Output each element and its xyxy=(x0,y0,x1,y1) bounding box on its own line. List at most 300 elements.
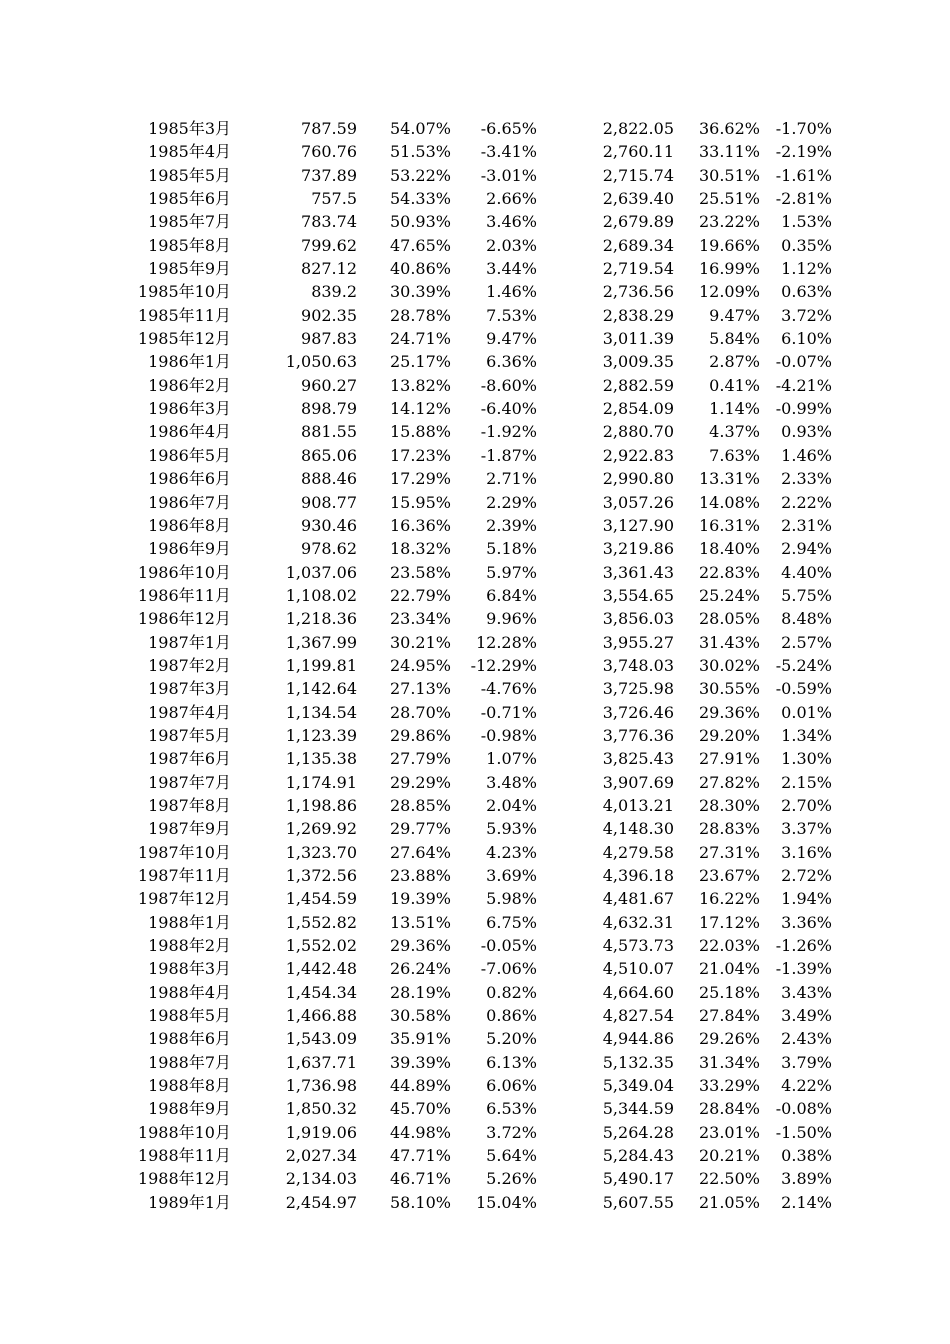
yoy-cell: 44.98% xyxy=(389,1122,451,1142)
yoy-cell: 35.91% xyxy=(389,1029,451,1049)
value2-cell: 4,148.30 xyxy=(602,819,674,839)
value2-cell: 4,510.07 xyxy=(602,959,674,979)
value-cell: 1,142.64 xyxy=(285,679,357,699)
yoy-cell: 29.86% xyxy=(389,725,451,745)
mom2-cell: 8.48% xyxy=(781,609,832,629)
value-cell: 1,269.92 xyxy=(285,819,357,839)
value2-cell: 3,009.35 xyxy=(602,352,674,372)
mom2-cell: -1.39% xyxy=(775,959,832,979)
yoy-cell: 30.58% xyxy=(389,1006,451,1026)
mom-cell: 5.97% xyxy=(486,562,537,582)
mom-cell: -4.76% xyxy=(480,679,537,699)
month-cell: 1985年10月 xyxy=(137,282,231,302)
month-cell: 1987年8月 xyxy=(148,795,231,815)
mom2-cell: -4.21% xyxy=(775,375,832,395)
mom2-cell: 2.14% xyxy=(781,1192,832,1212)
table-row xyxy=(0,1167,950,1190)
value2-cell: 5,264.28 xyxy=(602,1122,674,1142)
month-cell: 1987年12月 xyxy=(137,889,231,909)
month-cell: 1986年12月 xyxy=(137,609,231,629)
value2-cell: 3,955.27 xyxy=(602,632,674,652)
mom2-cell: 6.10% xyxy=(781,329,832,349)
yoy-cell: 13.51% xyxy=(389,912,451,932)
mom-cell: 1.07% xyxy=(486,749,537,769)
yoy-cell: 44.89% xyxy=(389,1076,451,1096)
yoy-cell: 47.71% xyxy=(389,1146,451,1166)
value2-cell: 5,607.55 xyxy=(602,1192,674,1212)
mom2-cell: 2.31% xyxy=(781,515,832,535)
yoy2-cell: 21.05% xyxy=(698,1192,760,1212)
value-cell: 1,367.99 xyxy=(285,632,357,652)
month-cell: 1988年2月 xyxy=(148,936,231,956)
mom2-cell: -5.24% xyxy=(775,655,832,675)
value2-cell: 3,726.46 xyxy=(602,702,674,722)
yoy-cell: 51.53% xyxy=(389,142,451,162)
value2-cell: 5,132.35 xyxy=(602,1052,674,1072)
yoy-cell: 45.70% xyxy=(389,1099,451,1119)
yoy-cell: 54.07% xyxy=(389,119,451,138)
value2-cell: 5,490.17 xyxy=(602,1169,674,1189)
table-row xyxy=(0,1144,950,1167)
value2-cell: 4,279.58 xyxy=(602,842,674,862)
yoy2-cell: 4.37% xyxy=(709,422,760,442)
table-row xyxy=(0,327,950,350)
yoy-cell: 17.29% xyxy=(389,469,451,489)
mom2-cell: -1.26% xyxy=(775,936,832,956)
month-cell: 1986年6月 xyxy=(148,469,231,489)
yoy2-cell: 28.05% xyxy=(698,609,760,629)
data-table xyxy=(0,117,950,1214)
value2-cell: 2,689.34 xyxy=(602,235,674,255)
month-cell: 1987年11月 xyxy=(137,866,231,885)
table-row xyxy=(0,1121,950,1144)
table-row xyxy=(0,304,950,327)
value-cell: 1,108.02 xyxy=(285,585,357,605)
yoy-cell: 27.13% xyxy=(389,679,451,699)
yoy2-cell: 20.21% xyxy=(698,1146,760,1166)
value2-cell: 2,639.40 xyxy=(602,189,674,209)
table-row xyxy=(0,817,950,840)
month-cell: 1988年4月 xyxy=(148,982,231,1002)
mom2-cell: 0.35% xyxy=(781,235,832,255)
value-cell: 1,134.54 xyxy=(285,702,357,722)
table-row xyxy=(0,537,950,560)
mom-cell: -3.41% xyxy=(480,142,537,162)
yoy-cell: 46.71% xyxy=(389,1169,451,1189)
mom2-cell: 3.49% xyxy=(781,1006,832,1026)
yoy2-cell: 27.82% xyxy=(698,772,760,792)
value-cell: 2,454.97 xyxy=(285,1192,357,1212)
table-row xyxy=(0,491,950,514)
mom-cell: 2.71% xyxy=(486,469,537,489)
mom-cell: 12.28% xyxy=(475,632,537,652)
month-cell: 1986年7月 xyxy=(148,492,231,512)
yoy2-cell: 16.99% xyxy=(698,259,760,279)
table-row xyxy=(0,397,950,420)
table-row xyxy=(0,701,950,724)
yoy2-cell: 22.03% xyxy=(698,936,760,956)
value-cell: 1,174.91 xyxy=(285,772,357,792)
yoy2-cell: 16.22% xyxy=(698,889,760,909)
value2-cell: 3,057.26 xyxy=(602,492,674,512)
table-row xyxy=(0,234,950,257)
table-row xyxy=(0,584,950,607)
yoy2-cell: 30.51% xyxy=(698,165,760,185)
yoy2-cell: 29.36% xyxy=(698,702,760,722)
mom-cell: 2.66% xyxy=(486,189,537,209)
value-cell: 1,736.98 xyxy=(285,1076,357,1096)
value2-cell: 5,344.59 xyxy=(602,1099,674,1119)
value-cell: 1,454.59 xyxy=(285,889,357,909)
yoy-cell: 24.71% xyxy=(389,329,451,349)
month-cell: 1988年5月 xyxy=(148,1006,231,1026)
table-row xyxy=(0,841,950,864)
value-cell: 888.46 xyxy=(301,469,357,489)
mom-cell: 2.39% xyxy=(486,515,537,535)
value-cell: 1,218.36 xyxy=(285,609,357,629)
mom-cell: 0.82% xyxy=(486,982,537,1002)
mom2-cell: 3.36% xyxy=(781,912,832,932)
mom-cell: 3.46% xyxy=(486,212,537,232)
mom-cell: -0.71% xyxy=(480,702,537,722)
mom2-cell: 2.72% xyxy=(781,866,832,885)
yoy2-cell: 25.18% xyxy=(698,982,760,1002)
table-row xyxy=(0,280,950,303)
yoy-cell: 40.86% xyxy=(389,259,451,279)
table-row xyxy=(0,864,950,887)
value-cell: 898.79 xyxy=(301,399,357,419)
mom-cell: 4.23% xyxy=(486,842,537,862)
mom2-cell: 2.70% xyxy=(781,795,832,815)
value2-cell: 2,854.09 xyxy=(602,399,674,419)
yoy-cell: 53.22% xyxy=(389,165,451,185)
month-cell: 1987年2月 xyxy=(148,655,231,675)
yoy2-cell: 17.12% xyxy=(698,912,760,932)
mom-cell: -7.06% xyxy=(480,959,537,979)
yoy-cell: 23.58% xyxy=(389,562,451,582)
mom-cell: 3.72% xyxy=(486,1122,537,1142)
month-cell: 1988年6月 xyxy=(148,1029,231,1049)
table-row xyxy=(0,887,950,910)
value2-cell: 3,776.36 xyxy=(602,725,674,745)
yoy-cell: 19.39% xyxy=(389,889,451,909)
table-row xyxy=(0,934,950,957)
month-cell: 1986年10月 xyxy=(137,562,231,582)
value-cell: 987.83 xyxy=(301,329,357,349)
mom-cell: -3.01% xyxy=(480,165,537,185)
value2-cell: 4,396.18 xyxy=(602,866,674,885)
value-cell: 865.06 xyxy=(301,445,357,465)
mom2-cell: 1.94% xyxy=(781,889,832,909)
value2-cell: 3,361.43 xyxy=(602,562,674,582)
value2-cell: 4,573.73 xyxy=(602,936,674,956)
month-cell: 1988年9月 xyxy=(148,1099,231,1119)
yoy-cell: 14.12% xyxy=(389,399,451,419)
month-cell: 1988年8月 xyxy=(148,1076,231,1096)
yoy-cell: 28.85% xyxy=(389,795,451,815)
value-cell: 1,123.39 xyxy=(285,725,357,745)
value-cell: 737.89 xyxy=(301,165,357,185)
month-cell: 1988年1月 xyxy=(148,912,231,932)
yoy-cell: 29.36% xyxy=(389,936,451,956)
value-cell: 827.12 xyxy=(301,259,357,279)
mom2-cell: 0.63% xyxy=(781,282,832,302)
yoy2-cell: 33.29% xyxy=(698,1076,760,1096)
yoy2-cell: 21.04% xyxy=(698,959,760,979)
mom-cell: 6.06% xyxy=(486,1076,537,1096)
mom-cell: 1.46% xyxy=(486,282,537,302)
mom2-cell: 1.53% xyxy=(781,212,832,232)
mom2-cell: -1.70% xyxy=(775,119,832,138)
value2-cell: 4,481.67 xyxy=(602,889,674,909)
mom2-cell: 2.43% xyxy=(781,1029,832,1049)
table-row xyxy=(0,444,950,467)
yoy2-cell: 13.31% xyxy=(698,469,760,489)
table-row xyxy=(0,514,950,537)
value2-cell: 3,907.69 xyxy=(602,772,674,792)
yoy-cell: 16.36% xyxy=(389,515,451,535)
table-row xyxy=(0,164,950,187)
value-cell: 1,198.86 xyxy=(285,795,357,815)
mom2-cell: 2.15% xyxy=(781,772,832,792)
value-cell: 881.55 xyxy=(301,422,357,442)
mom2-cell: 3.37% xyxy=(781,819,832,839)
month-cell: 1986年9月 xyxy=(148,539,231,559)
mom2-cell: 4.40% xyxy=(781,562,832,582)
yoy-cell: 22.79% xyxy=(389,585,451,605)
yoy-cell: 58.10% xyxy=(389,1192,451,1212)
table-row xyxy=(0,1051,950,1074)
month-cell: 1988年10月 xyxy=(137,1122,231,1142)
yoy2-cell: 18.40% xyxy=(698,539,760,559)
yoy-cell: 26.24% xyxy=(389,959,451,979)
yoy2-cell: 27.91% xyxy=(698,749,760,769)
value-cell: 1,552.82 xyxy=(285,912,357,932)
table-row xyxy=(0,140,950,163)
yoy-cell: 18.32% xyxy=(389,539,451,559)
yoy-cell: 17.23% xyxy=(389,445,451,465)
table-row xyxy=(0,467,950,490)
mom2-cell: -0.07% xyxy=(775,352,832,372)
value-cell: 902.35 xyxy=(301,305,357,325)
yoy2-cell: 0.41% xyxy=(709,375,760,395)
month-cell: 1986年1月 xyxy=(148,352,231,372)
value-cell: 1,372.56 xyxy=(285,866,357,885)
mom-cell: 2.29% xyxy=(486,492,537,512)
value2-cell: 2,736.56 xyxy=(602,282,674,302)
mom2-cell: 4.22% xyxy=(781,1076,832,1096)
value2-cell: 3,725.98 xyxy=(602,679,674,699)
yoy2-cell: 36.62% xyxy=(698,119,760,138)
yoy-cell: 24.95% xyxy=(389,655,451,675)
table-row xyxy=(0,350,950,373)
yoy2-cell: 29.26% xyxy=(698,1029,760,1049)
mom2-cell: 3.16% xyxy=(781,842,832,862)
yoy-cell: 30.21% xyxy=(389,632,451,652)
table-row xyxy=(0,747,950,770)
value2-cell: 5,349.04 xyxy=(602,1076,674,1096)
yoy2-cell: 2.87% xyxy=(709,352,760,372)
mom2-cell: 5.75% xyxy=(781,585,832,605)
table-row xyxy=(0,1097,950,1120)
yoy-cell: 47.65% xyxy=(389,235,451,255)
yoy-cell: 13.82% xyxy=(389,375,451,395)
yoy-cell: 54.33% xyxy=(389,189,451,209)
mom-cell: 6.53% xyxy=(486,1099,537,1119)
table-row xyxy=(0,210,950,233)
mom-cell: 6.84% xyxy=(486,585,537,605)
mom2-cell: 1.12% xyxy=(781,259,832,279)
month-cell: 1988年11月 xyxy=(137,1146,231,1166)
table-row xyxy=(0,677,950,700)
mom-cell: -12.29% xyxy=(470,655,537,675)
yoy-cell: 50.93% xyxy=(389,212,451,232)
table-row xyxy=(0,1004,950,1027)
month-cell: 1985年11月 xyxy=(137,305,231,325)
yoy2-cell: 14.08% xyxy=(698,492,760,512)
yoy2-cell: 22.50% xyxy=(698,1169,760,1189)
month-cell: 1985年3月 xyxy=(148,119,231,138)
mom2-cell: 3.79% xyxy=(781,1052,832,1072)
value2-cell: 2,922.83 xyxy=(602,445,674,465)
yoy-cell: 28.70% xyxy=(389,702,451,722)
yoy2-cell: 23.67% xyxy=(698,866,760,885)
value-cell: 760.76 xyxy=(301,142,357,162)
value2-cell: 5,284.43 xyxy=(602,1146,674,1166)
table-row xyxy=(0,631,950,654)
value2-cell: 3,554.65 xyxy=(602,585,674,605)
yoy2-cell: 25.24% xyxy=(698,585,760,605)
value-cell: 1,543.09 xyxy=(285,1029,357,1049)
yoy-cell: 30.39% xyxy=(389,282,451,302)
yoy-cell: 23.88% xyxy=(389,866,451,885)
table-row xyxy=(0,771,950,794)
value-cell: 1,135.38 xyxy=(285,749,357,769)
value2-cell: 2,990.80 xyxy=(602,469,674,489)
value2-cell: 2,882.59 xyxy=(602,375,674,395)
yoy2-cell: 31.43% xyxy=(698,632,760,652)
value-cell: 1,037.06 xyxy=(285,562,357,582)
month-cell: 1986年3月 xyxy=(148,399,231,419)
yoy2-cell: 7.63% xyxy=(709,445,760,465)
table-row xyxy=(0,561,950,584)
mom-cell: -1.92% xyxy=(480,422,537,442)
value-cell: 1,442.48 xyxy=(285,959,357,979)
value2-cell: 3,825.43 xyxy=(602,749,674,769)
table-row xyxy=(0,607,950,630)
value-cell: 1,552.02 xyxy=(285,936,357,956)
mom-cell: 6.36% xyxy=(486,352,537,372)
mom-cell: 5.93% xyxy=(486,819,537,839)
yoy2-cell: 33.11% xyxy=(698,142,760,162)
value2-cell: 3,011.39 xyxy=(602,329,674,349)
month-cell: 1987年1月 xyxy=(148,632,231,652)
yoy2-cell: 9.47% xyxy=(709,305,760,325)
value-cell: 787.59 xyxy=(301,119,357,138)
month-cell: 1988年3月 xyxy=(148,959,231,979)
month-cell: 1987年10月 xyxy=(137,842,231,862)
yoy2-cell: 27.84% xyxy=(698,1006,760,1026)
value-cell: 839.2 xyxy=(311,282,357,302)
mom2-cell: 0.93% xyxy=(781,422,832,442)
yoy-cell: 29.77% xyxy=(389,819,451,839)
mom2-cell: -2.19% xyxy=(775,142,832,162)
mom-cell: 5.20% xyxy=(486,1029,537,1049)
month-cell: 1987年5月 xyxy=(148,725,231,745)
yoy-cell: 25.17% xyxy=(389,352,451,372)
month-cell: 1985年5月 xyxy=(148,165,231,185)
mom2-cell: 1.46% xyxy=(781,445,832,465)
mom-cell: -0.98% xyxy=(480,725,537,745)
mom2-cell: 1.30% xyxy=(781,749,832,769)
mom-cell: 5.64% xyxy=(486,1146,537,1166)
mom2-cell: -0.99% xyxy=(775,399,832,419)
value2-cell: 3,127.90 xyxy=(602,515,674,535)
yoy2-cell: 25.51% xyxy=(698,189,760,209)
yoy2-cell: 30.55% xyxy=(698,679,760,699)
mom-cell: 2.04% xyxy=(486,795,537,815)
month-cell: 1987年9月 xyxy=(148,819,231,839)
yoy2-cell: 30.02% xyxy=(698,655,760,675)
month-cell: 1989年1月 xyxy=(148,1192,231,1212)
value-cell: 799.62 xyxy=(301,235,357,255)
month-cell: 1987年4月 xyxy=(148,702,231,722)
table-row xyxy=(0,1074,950,1097)
value2-cell: 2,760.11 xyxy=(602,142,674,162)
mom-cell: -8.60% xyxy=(480,375,537,395)
mom2-cell: -0.59% xyxy=(775,679,832,699)
yoy-cell: 15.88% xyxy=(389,422,451,442)
mom2-cell: 2.22% xyxy=(781,492,832,512)
table-row xyxy=(0,257,950,280)
value2-cell: 2,822.05 xyxy=(602,119,674,138)
table-row xyxy=(0,1191,950,1214)
value2-cell: 3,856.03 xyxy=(602,609,674,629)
month-cell: 1988年12月 xyxy=(137,1169,231,1189)
mom-cell: -6.65% xyxy=(480,119,537,138)
mom-cell: 3.69% xyxy=(486,866,537,885)
value2-cell: 4,944.86 xyxy=(602,1029,674,1049)
yoy2-cell: 28.84% xyxy=(698,1099,760,1119)
table-row xyxy=(0,374,950,397)
mom-cell: -0.05% xyxy=(480,936,537,956)
value-cell: 1,466.88 xyxy=(285,1006,357,1026)
mom-cell: 9.96% xyxy=(486,609,537,629)
yoy2-cell: 16.31% xyxy=(698,515,760,535)
mom2-cell: 0.38% xyxy=(781,1146,832,1166)
value2-cell: 3,748.03 xyxy=(602,655,674,675)
table-row xyxy=(0,117,950,140)
value-cell: 978.62 xyxy=(301,539,357,559)
month-cell: 1986年11月 xyxy=(137,585,231,605)
yoy2-cell: 27.31% xyxy=(698,842,760,862)
yoy2-cell: 23.22% xyxy=(698,212,760,232)
yoy2-cell: 12.09% xyxy=(698,282,760,302)
value2-cell: 2,838.29 xyxy=(602,305,674,325)
value2-cell: 4,827.54 xyxy=(602,1006,674,1026)
yoy-cell: 23.34% xyxy=(389,609,451,629)
mom-cell: -6.40% xyxy=(480,399,537,419)
table-row xyxy=(0,957,950,980)
month-cell: 1986年8月 xyxy=(148,515,231,535)
month-cell: 1987年7月 xyxy=(148,772,231,792)
table-row xyxy=(0,911,950,934)
yoy-cell: 27.79% xyxy=(389,749,451,769)
value2-cell: 2,715.74 xyxy=(602,165,674,185)
mom2-cell: 3.43% xyxy=(781,982,832,1002)
value-cell: 960.27 xyxy=(301,375,357,395)
value-cell: 1,199.81 xyxy=(285,655,357,675)
